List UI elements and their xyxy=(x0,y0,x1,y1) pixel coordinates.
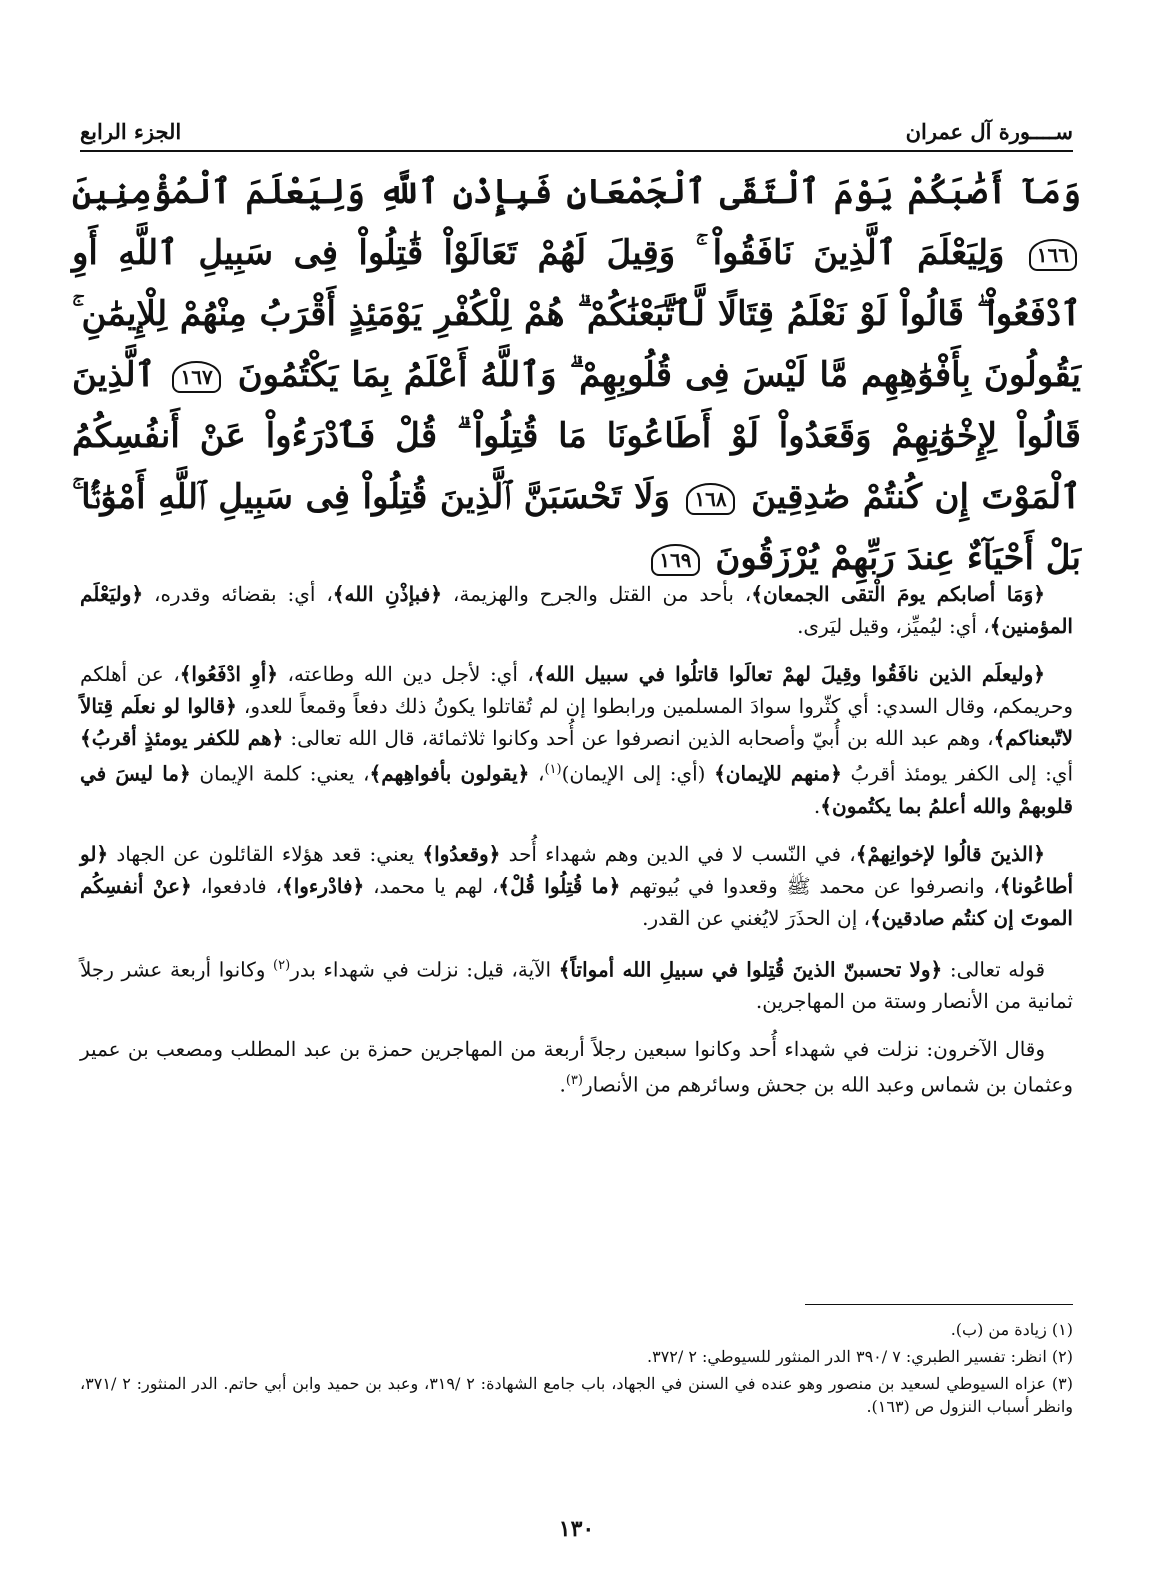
commentary-text: وقال الآخرون: نزلت في شهداء أُحد وكانوا سبعين رجلاً أربعة من المهاجرين حمزة بن عبد المطلب ومصعب بن عمير وعثمان بن شماس وعبد الله بن جحش وسائرهم من الأنصار xyxy=(80,1037,1073,1097)
ayah-number-168: ١٦٨ xyxy=(686,483,734,515)
footnote-ref: (٢) xyxy=(273,957,291,973)
quran-quote: ﴿فبإذْنِ الله﴾ xyxy=(332,582,442,606)
quran-quote: ﴿لو أطاعُونا﴾ xyxy=(80,841,1074,898)
commentary-text: الآية، قيل: نزلت في شهداء بدر xyxy=(290,957,559,982)
commentary-text: ، أي: ليُميِّز، وقيل ليَرى. xyxy=(797,614,990,638)
footnote-divider xyxy=(805,1304,1073,1305)
commentary-text: ، فادفعوا، xyxy=(191,873,282,898)
quran-quote: ﴿وليعلَم الذين نافَقُوا وقِيلَ لهمْ تعالَوا قاتلُوا في سبيل الله﴾ xyxy=(533,662,1045,686)
commentary-text: وكانوا أربعة عشر رجلاً ثمانية من الأنصار وستة من المهاجرين. xyxy=(80,957,1073,1014)
commentary-text: (أي: إلى الإيمان) xyxy=(561,761,715,786)
quran-quote: ﴿ما قُتِلُوا قُلْ﴾ xyxy=(498,873,621,898)
footnote-1: (١) زيادة من (ب). xyxy=(950,1320,1073,1339)
footnote-ref: (١) xyxy=(544,762,562,777)
ayah-number-166: ١٦٦ xyxy=(1029,239,1077,271)
quran-quote: ﴿أوِ ادْفَعُوا﴾ xyxy=(179,662,279,686)
quran-quote: ﴿ما ليسَ في قلوبهمْ والله أعلمُ بما يكتُمون﴾ xyxy=(80,761,1073,818)
commentary-text: ، عن أهلكم وحريمكم، وقال السدي: أي كثّروا سوادَ المسلمين ورابطوا إن لم تُقاتلوا يكونُ ذلك دفعاً وقمعاً للعدو، xyxy=(80,662,1073,718)
commentary-text: قوله تعالى: xyxy=(942,957,1045,982)
commentary-text: ، xyxy=(529,761,545,786)
verse-168: ٱلَّذِينَ قَالُواْ لِإِخْوَٰنِهِمْ وَقَعَدُواْ لَوْ أَطَاعُونَا مَا قُتِلُواْ ۗ قُلْ فَٱدْرَءُواْ عَنْ أَنفُسِكُمُ ٱلْمَوْتَ إِن كُنتُمْ صَٰدِقِينَ xyxy=(72,355,1081,517)
quran-quote: ﴿فادْرءوا﴾ xyxy=(281,873,365,898)
tafsir-paragraph xyxy=(80,950,1073,1018)
quran-quote: ﴿قالوا لو نعلَم قِتالاً لاتّبعناكم﴾ xyxy=(80,694,1073,750)
commentary-text: ، أي: لأجل دين الله وطاعته، xyxy=(278,662,534,686)
footnote-ref: (٣) xyxy=(565,1073,583,1089)
page-number: ١٣٠ xyxy=(558,1516,595,1542)
juz-title: الجزء الرابع xyxy=(80,119,182,144)
commentary-text: ، إن الحذَرَ لايُغني عن القدر. xyxy=(642,905,871,930)
verse-167: وَلِيَعْلَمَ ٱلَّذِينَ نَافَقُواْ ۚ وَقِيلَ لَهُمْ تَعَالَوْاْ قَٰتِلُواْ فِى سَبِيلِ ٱللَّهِ أَوِ ٱدْفَعُواْ ۖ قَالُواْ لَوْ نَعْلَمُ قِتَالًا لَّٱتَّبَعْنَٰكُمْ ۗ هُمْ لِلْكُفْرِ يَوْمَئِذٍ أَقْرَبُ مِنْهُمْ لِلْإِيمَٰنِ ۚ يَقُولُونَ بِأَفْوَٰهِهِم مَّا لَيْسَ فِى قُلُوبِهِمْ ۗ وَٱللَّهُ أَعْلَمُ بِمَا يَكْتُمُونَ xyxy=(72,233,1081,395)
ayah-number-169: ١٦٩ xyxy=(651,544,699,576)
quran-quote: ﴿ولا تحسبنّ الذينَ قُتِلوا في سبيلِ الله أمواتاً﴾ xyxy=(558,957,943,982)
tafsir-commentary xyxy=(80,578,1073,1117)
quran-quote: ﴿منهم للإيمان﴾ xyxy=(714,761,842,786)
commentary-text: ، أي: بقضائه وقدره، xyxy=(143,582,333,606)
ayah-number-167: ١٦٧ xyxy=(172,361,220,393)
commentary-text: ، بأحد من القتل والجرح والهزيمة، xyxy=(442,582,752,606)
quran-quote: ﴿عنْ أنفسِكُم الموتَ إن كنتُم صادقين﴾ xyxy=(80,873,1073,930)
commentary-text: ، يعني: كلمة الإيمان xyxy=(190,761,370,786)
commentary-text: . xyxy=(559,1072,566,1097)
quran-quote: ﴿وليَعْلَم المؤمنين﴾ xyxy=(80,582,1073,638)
commentary-text: أي: إلى الكفر يومئذ أقربُ xyxy=(841,761,1074,786)
surah-title: ســــورة آل عمران xyxy=(905,119,1073,144)
quran-quote: ﴿هم للكفر يومئذٍ أقربُ﴾ xyxy=(80,726,284,750)
commentary-text: ، وانصرفوا عن محمد ﷺ وقعدوا في بُيوتهم xyxy=(620,873,1000,898)
running-header xyxy=(80,96,1073,152)
tafsir-paragraph xyxy=(80,658,1073,822)
commentary-text: ، لهم يا محمد، xyxy=(364,873,499,898)
verse-166: وَمَآ أَصَٰبَكُمْ يَوْمَ ٱلْتَقَى ٱلْجَمْعَانِ فَبِإِذْنِ ٱللَّهِ وَلِيَعْلَمَ ٱلْمُؤْمِنِينَ xyxy=(72,172,1081,212)
commentary-text: ، في النّسب لا في الدين وهم شهداء أُحد xyxy=(500,841,856,866)
commentary-text: يعني: قعد هؤلاء القائلون عن الجهاد xyxy=(108,841,423,866)
footnotes xyxy=(80,1318,1073,1422)
quran-quote: ﴿وَمَا أصابكم يومَ الْتقى الجمعان﴾ xyxy=(751,582,1045,606)
commentary-text: . xyxy=(813,793,821,818)
tafsir-paragraph xyxy=(80,1033,1073,1101)
quran-quote: ﴿الذينَ قالُوا لإخوانِهمْ﴾ xyxy=(855,841,1045,866)
tafsir-paragraph xyxy=(80,578,1073,642)
footnote-3: (٣) عزاه السيوطي لسعيد بن منصور وهو عنده في السنن في الجهاد، باب جامع الشهادة: ٢ /٣١٩، وعبد بن حميد وابن أبي حاتم. الدر المنثور: ٢ /٣٧١، وانظر أسباب النزول ص (١٦٣). xyxy=(80,1374,1074,1416)
quran-quote: ﴿يقولون بأفواهِهم﴾ xyxy=(369,761,530,786)
quran-quote: ﴿وقعدُوا﴾ xyxy=(422,841,501,866)
quran-text-block xyxy=(72,162,1081,589)
tafsir-paragraph xyxy=(80,838,1073,934)
commentary-text: ، وهم عبد الله بن أُبيّ وأصحابه الذين انصرفوا عن أُحد وكانوا ثلاثمائة، قال الله تعالى: xyxy=(283,726,994,750)
verse-169: وَلَا تَحْسَبَنَّ ٱلَّذِينَ قُتِلُواْ فِى سَبِيلِ ٱللَّهِ أَمْوَٰتًۢا ۚ بَلْ أَحْيَآءٌ عِندَ رَبِّهِمْ يُرْزَقُونَ xyxy=(72,477,1081,578)
footnote-2: (٢) انظر: تفسير الطبري: ٧ /٣٩٠ الدر المنثور للسيوطي: ٢ /٣٧٢. xyxy=(647,1347,1073,1366)
